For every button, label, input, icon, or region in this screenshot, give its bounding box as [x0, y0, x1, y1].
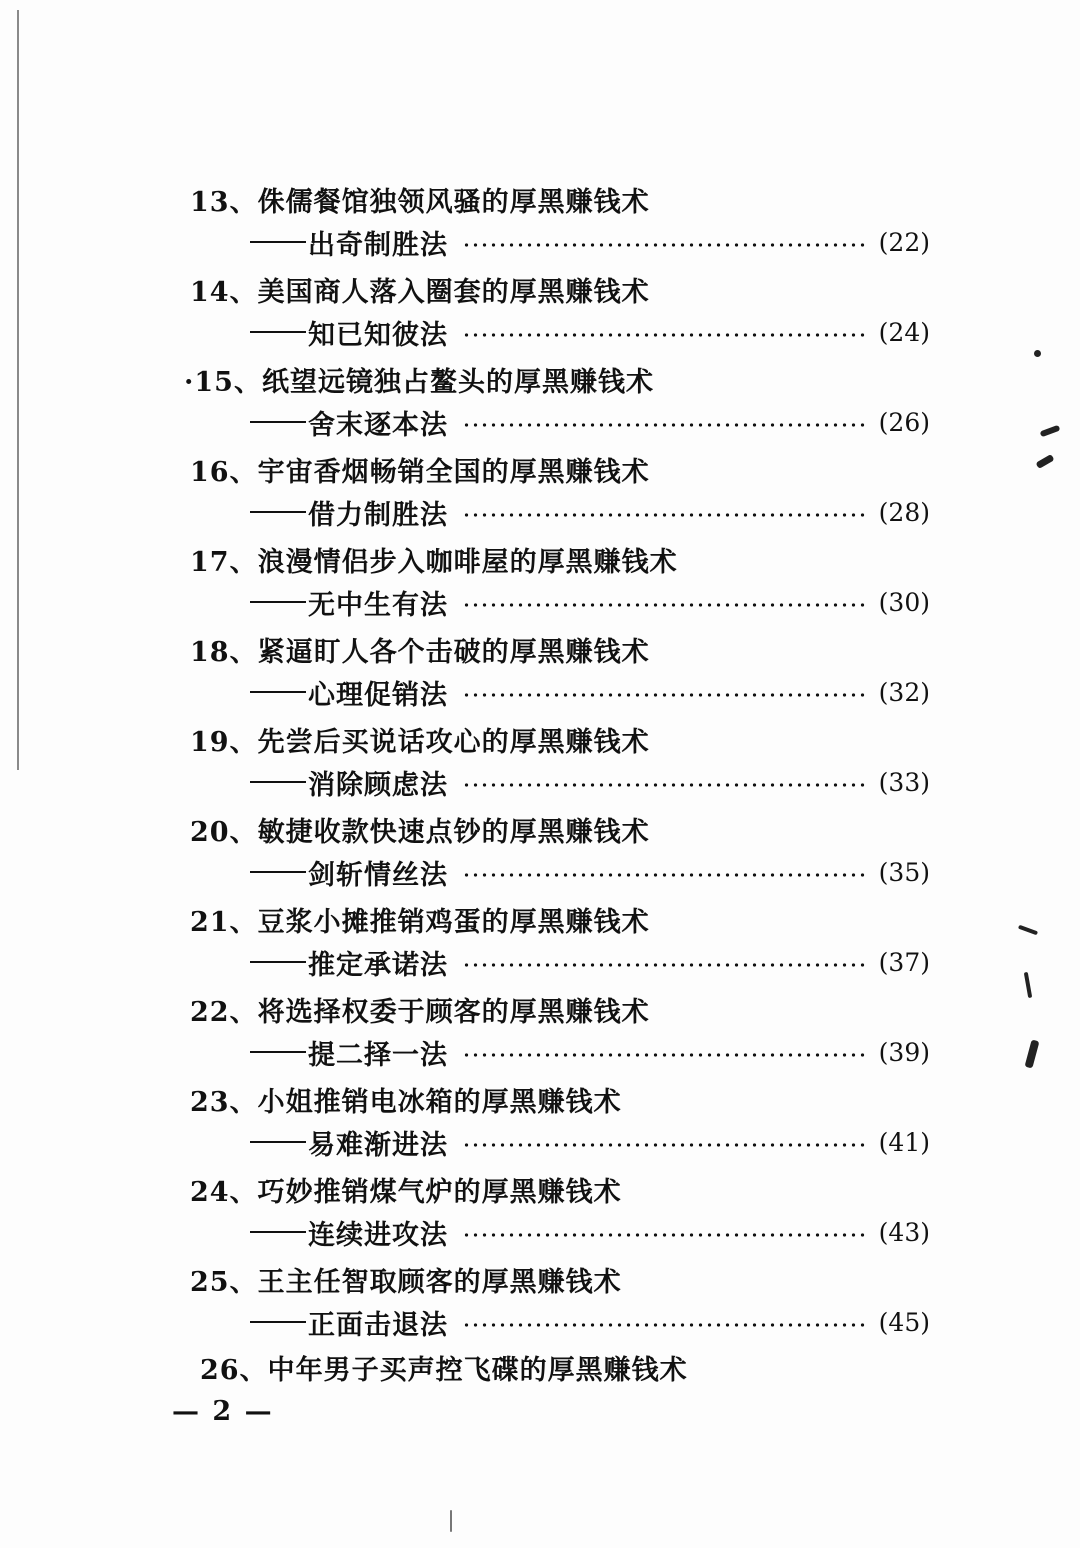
- dot-leader: [462, 333, 865, 337]
- toc-entry: [190, 262, 930, 352]
- toc-entry-method: 借力制胜法: [308, 499, 448, 531]
- toc-entry: [190, 1072, 930, 1162]
- dot-leader: [462, 873, 865, 877]
- toc-entry: [184, 352, 930, 442]
- toc-entry-title: 20、敏捷收款快速点钞的厚黑赚钱术: [190, 817, 650, 848]
- toc-entry-method: 连续进攻法: [308, 1219, 448, 1251]
- toc-entry: [190, 622, 930, 712]
- toc-entry-page: (26): [878, 407, 930, 437]
- scan-speck: [1035, 454, 1054, 469]
- toc-entry-page: (43): [878, 1217, 930, 1247]
- toc-entry-method: 推定承诺法: [308, 949, 448, 981]
- toc-entry-method: 提二择一法: [308, 1039, 448, 1071]
- toc-entry-subline: [250, 944, 930, 980]
- toc-entry-title: 13、侏儒餐馆独领风骚的厚黑赚钱术: [190, 187, 650, 218]
- toc-entry: [190, 172, 930, 262]
- toc-entry-page: (33): [878, 767, 930, 797]
- scan-speck: [1018, 925, 1038, 936]
- toc-entry-page: (24): [878, 317, 930, 347]
- toc-entry-method: 无中生有法: [308, 589, 448, 621]
- toc-entry-subline: [250, 1124, 930, 1160]
- dot-leader: [462, 963, 865, 967]
- em-dash: [250, 601, 306, 603]
- toc-entry: [190, 1252, 930, 1342]
- em-dash: [250, 511, 306, 513]
- toc-entry-method: 易难渐进法: [308, 1129, 448, 1161]
- toc-entry-page: (28): [878, 497, 930, 527]
- toc-entry-subline: [250, 224, 930, 260]
- toc-entry-page: (30): [878, 587, 930, 617]
- toc-entry-title: 14、美国商人落入圈套的厚黑赚钱术: [190, 277, 650, 308]
- toc-entry-title-continued: 26、中年男子买声控飞碟的厚黑赚钱术: [200, 1355, 688, 1386]
- em-dash: [250, 871, 306, 873]
- scan-speck: [450, 1510, 452, 1532]
- binding-edge-line: [17, 10, 19, 770]
- dot-leader: [462, 243, 865, 247]
- em-dash: [250, 241, 306, 243]
- dot-leader: [462, 783, 865, 787]
- table-of-contents: [184, 172, 930, 1342]
- toc-entry-title: 24、巧妙推销煤气炉的厚黑赚钱术: [190, 1177, 622, 1208]
- dot-leader: [462, 693, 865, 697]
- toc-entry-page: (37): [878, 947, 930, 977]
- em-dash: [250, 961, 306, 963]
- toc-entry: [190, 802, 930, 892]
- toc-entry-title: 21、豆浆小摊推销鸡蛋的厚黑赚钱术: [190, 907, 650, 938]
- toc-entry-method: 出奇制胜法: [308, 229, 448, 261]
- toc-entry-page: (22): [878, 227, 930, 257]
- em-dash: [250, 781, 306, 783]
- toc-entry-subline: [250, 764, 930, 800]
- toc-entry-page: (39): [878, 1037, 930, 1067]
- scan-speck: [1040, 425, 1061, 437]
- toc-entry-subline: [250, 1304, 930, 1340]
- toc-entry-subline: [250, 494, 930, 530]
- em-dash: [250, 1051, 306, 1053]
- toc-entry-method: 心理促销法: [308, 679, 448, 711]
- toc-entry-title: 23、小姐推销电冰箱的厚黑赚钱术: [190, 1087, 622, 1118]
- toc-entry-method: 剑斩情丝法: [308, 859, 448, 891]
- toc-entry-page: (35): [878, 857, 930, 887]
- dot-leader: [462, 1233, 865, 1237]
- em-dash: [250, 691, 306, 693]
- dot-leader: [462, 1143, 865, 1147]
- toc-entry-method: 舍末逐本法: [308, 409, 448, 441]
- em-dash: [250, 1141, 306, 1143]
- toc-entry-subline: [250, 314, 930, 350]
- dot-leader: [462, 1323, 865, 1327]
- dot-leader: [462, 513, 865, 517]
- toc-entry-title: 19、先尝后买说话攻心的厚黑赚钱术: [190, 727, 650, 758]
- toc-entry-title: 16、宇宙香烟畅销全国的厚黑赚钱术: [190, 457, 650, 488]
- em-dash: [250, 421, 306, 423]
- scan-speck: [1025, 1039, 1040, 1068]
- scan-speck: [1024, 972, 1032, 998]
- toc-entry-subline: [250, 1034, 930, 1070]
- toc-entry: [190, 712, 930, 802]
- dot-leader: [462, 423, 865, 427]
- toc-entry-title: ·15、纸望远镜独占鳌头的厚黑赚钱术: [184, 367, 654, 398]
- em-dash: [250, 1321, 306, 1323]
- toc-entry-method: 消除顾虑法: [308, 769, 448, 801]
- em-dash: [250, 1231, 306, 1233]
- toc-entry-page: (45): [878, 1307, 930, 1337]
- toc-entry-title: 22、将选择权委于顾客的厚黑赚钱术: [190, 997, 650, 1028]
- toc-entry-title: 25、王主任智取顾客的厚黑赚钱术: [190, 1267, 622, 1298]
- toc-entry: [190, 532, 930, 622]
- toc-entry-page: (41): [878, 1127, 930, 1157]
- scan-speck: [1034, 350, 1041, 357]
- dot-leader: [462, 603, 865, 607]
- dot-leader: [462, 1053, 865, 1057]
- toc-entry-method: 知已知彼法: [308, 319, 448, 351]
- toc-entry: [190, 442, 930, 532]
- toc-entry-subline: [250, 854, 930, 890]
- toc-entry-method: 正面击退法: [308, 1309, 448, 1341]
- page-number: — 2 —: [172, 1396, 274, 1427]
- toc-entry-subline: [250, 1214, 930, 1250]
- toc-entry-title: 18、紧逼盯人各个击破的厚黑赚钱术: [190, 637, 650, 668]
- toc-entry-page: (32): [878, 677, 930, 707]
- toc-entry-subline: [250, 674, 930, 710]
- toc-entry: [190, 892, 930, 982]
- em-dash: [250, 331, 306, 333]
- toc-entry-subline: [250, 404, 930, 440]
- toc-entry-subline: [250, 584, 930, 620]
- toc-entry: [190, 1162, 930, 1252]
- toc-entry: [190, 982, 930, 1072]
- toc-entry-title: 17、浪漫情侣步入咖啡屋的厚黑赚钱术: [190, 547, 678, 578]
